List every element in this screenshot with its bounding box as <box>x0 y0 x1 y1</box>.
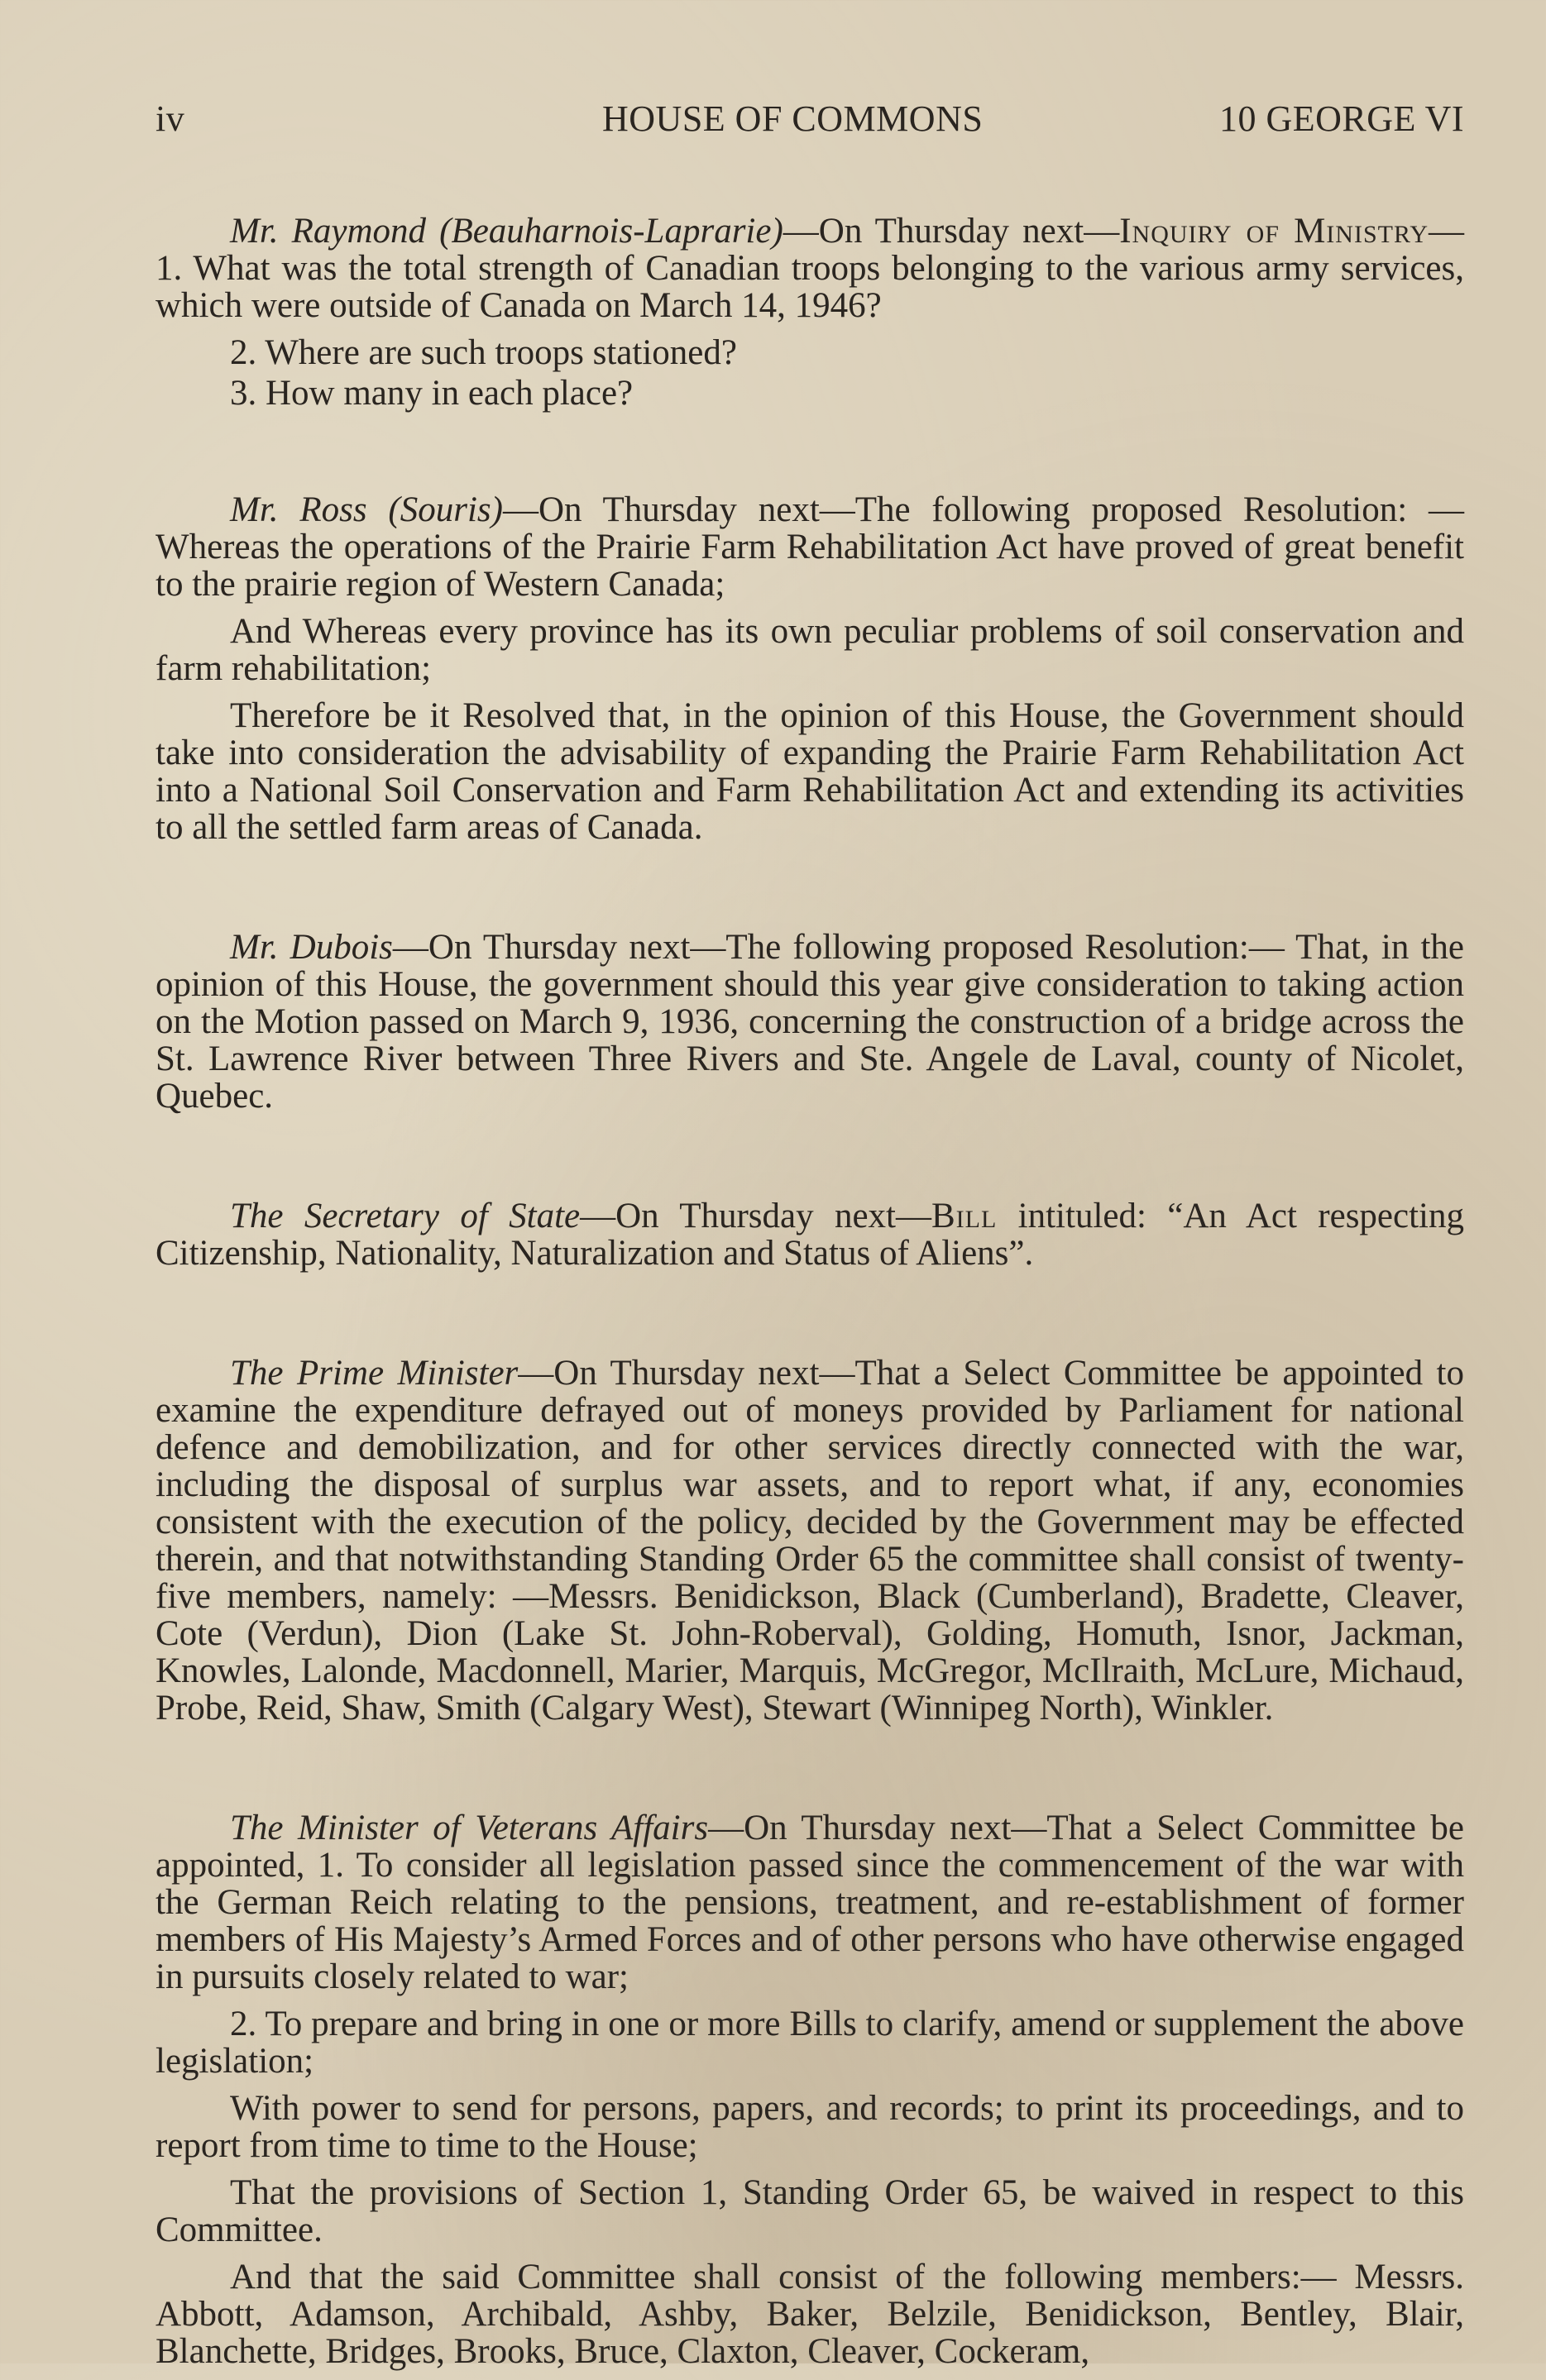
notice-paragraph <box>156 1197 1464 1272</box>
notice-paragraph <box>156 1809 1464 1995</box>
mover-name: Mr. Raymond (Beauharnois-Laprarie) <box>230 212 783 251</box>
notice-paragraph <box>156 213 1464 324</box>
notice-text: —On Thursday next—That a Select Committee be appointed to examine the expenditure defrayed out of moneys provided by Parliament for national defence and demobilization, and for other services directly connected with the war, including the disposal of surplus war assets, and to report what, if any, economies consistent with the execution of the policy, decided by the Government may be effected therein, and that notwithstanding Standing Order 65 the committee shall consist of twenty-five members, namely: —Messrs. Benidickson, Black (Cumberland), Bradette, Cleaver, Cote (Verdun), Dion (Lake St. John-Roberval), Golding, Homuth, Isnor, Jackman, Knowles, Lalonde, Macdonnell, Marier, Marquis, McGregor, McIlraith, McLure, Michaud, Probe, Reid, Shaw, Smith (Calgary West), Stewart (Winnipeg North), Winkler. <box>156 1354 1464 1728</box>
notice-paragraph <box>156 491 1464 603</box>
notice-text: —On Thursday next—The following proposed Resolution: —Whereas the operations of the Prairie Farm Rehabilitation Act have proved of great benefit to the prairie region of Western Canada; <box>156 490 1464 604</box>
notice-paragraph: And that the said Committee shall consist of the following members:— Messrs. Abbott, Adamson, Archibald, Ashby, Baker, Belzile, Benidickson, Bentley, Blair, Blanchette, Bridges, Brooks, Bruce, Claxton, Cleaver, Cockeram, <box>156 2258 1464 2371</box>
mover-name: The Secretary of State <box>230 1197 581 1235</box>
notice-type: Bill <box>931 1197 998 1235</box>
running-title: HOUSE OF COMMONS <box>602 98 984 139</box>
page <box>156 98 1464 2380</box>
mover-name: The Prime Minister <box>230 1354 519 1393</box>
notice-paragraph: And Whereas every province has its own peculiar problems of soil conservation and farm rehabilitation; <box>156 612 1464 688</box>
question-item: 2. Where are such troops stationed? <box>230 333 737 372</box>
notice-secretary-of-state <box>156 1197 1464 1272</box>
notice-text: —On Thursday next— <box>783 212 1120 251</box>
mover-name: Mr. Dubois <box>230 928 393 967</box>
notice-paragraph: That the provisions of Section 1, Standing Order 65, be waived in respect to this Committee. <box>156 2173 1464 2249</box>
notice-prime-minister <box>156 1355 1464 1727</box>
notice-text: —On Thursday next—That a Select Committee be appointed, 1. To consider all legislation passed since the commencement of the war with the German Reich relating to the pensions, treatment, and re-establishment of former members of His Majesty’s Armed Forces and of other persons who have otherwise engaged in pursuits closely related to war; <box>156 1809 1464 1996</box>
notice-text: intituled: “An Act respecting Citizenship, Nationality, Naturalization and Status of Aliens”. <box>156 1197 1464 1273</box>
notice-text: —On Thursday next—The following proposed Resolution:— That, in the opinion of this House, the government should this year give consideration to taking action on the Motion passed on March 9, 1936, concerning the construction of a bridge across the St. Lawrence River between Three Rivers and Ste. Angele de Laval, county of Nicolet, Quebec. <box>156 928 1464 1116</box>
notice-paragraph: Therefore be it Resolved that, in the opinion of this House, the Government should take into consideration the advisability of expanding the Prairie Farm Rehabilitation Act into a National Soil Conservation and Farm Rehabilitation Act and extending its activities to all the settled farm areas of Canada. <box>156 696 1464 847</box>
notice-text: —1. What was the total strength of Canadian troops belonging to the various army services, which were outside of Canada on March 14, 1946? <box>156 212 1464 325</box>
notice-paragraph: With power to send for persons, papers, and records; to print its proceedings, and to report from time to time to the House; <box>156 2089 1464 2165</box>
notice-paragraph <box>156 929 1464 1115</box>
notice-type: Inquiry of Ministry <box>1119 212 1429 251</box>
notice-veterans-affairs <box>156 1809 1464 2370</box>
running-head <box>156 98 1464 140</box>
volume-label: 10 GEORGE VI <box>1218 98 1464 139</box>
notice-text: —On Thursday next— <box>580 1197 931 1235</box>
notice-dubois <box>156 929 1464 1115</box>
notice-paragraph: 2. To prepare and bring in one or more Bills to clarify, amend or supplement the above legislation; <box>156 2005 1464 2081</box>
mover-name: Mr. Ross (Souris) <box>230 490 503 529</box>
notice-paragraph <box>156 1355 1464 1727</box>
notice-ross <box>156 491 1464 846</box>
notice-raymond <box>156 213 1464 412</box>
page-number: iv <box>156 98 185 139</box>
question-item: 3. How many in each place? <box>230 374 634 413</box>
mover-name: The Minister of Veterans Affairs <box>230 1809 709 1847</box>
